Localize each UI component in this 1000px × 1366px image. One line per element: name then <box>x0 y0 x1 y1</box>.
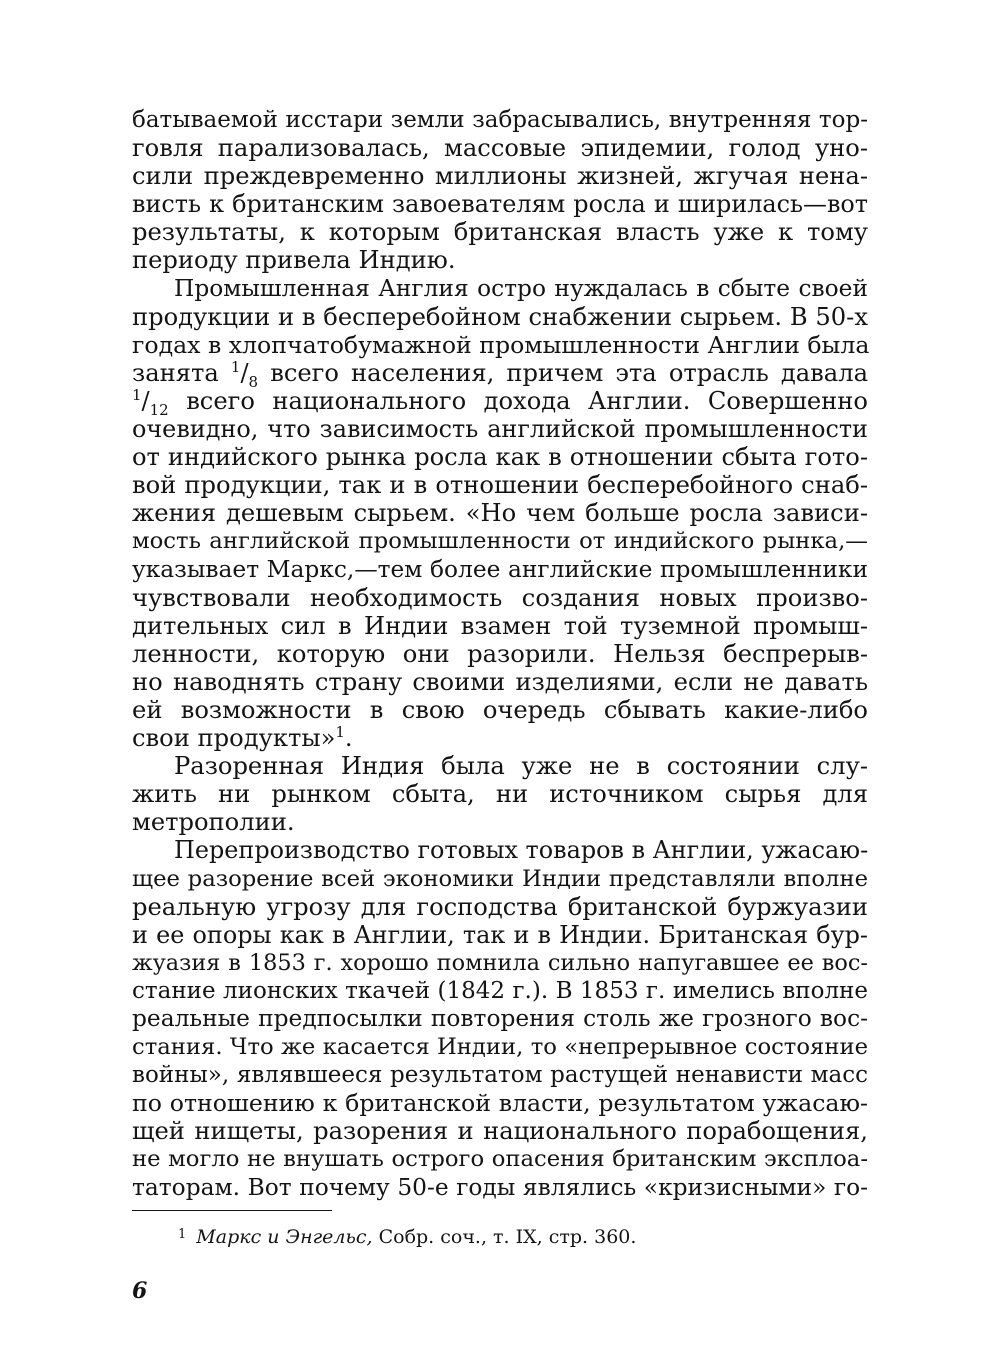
text-line: реальную угрозу для господства британской буржуазии <box>132 892 868 921</box>
text-line: мость английской промышленности от индийского рынка,— <box>132 528 868 555</box>
text-line: висть к британским завоевателям росла и ширилась—вот <box>132 190 868 219</box>
text-line: жения дешевым сырьем. «Но чем больше росла зависи- <box>132 499 868 528</box>
text-line: стание лионских ткачей (1842 г.). В 1853 г. имелись вполне <box>132 977 868 1004</box>
text-line: дительных сил в Индии взамен той туземной промыш- <box>132 611 868 640</box>
fraction-slash: / <box>141 386 150 415</box>
text-line-fraction <box>132 357 868 391</box>
text-line: очевидно, что зависимость английской промышленности <box>132 415 868 444</box>
text-line: жить ни рынком сбыта, ни источником сырья для <box>132 780 868 809</box>
text-segment: занята <box>132 358 231 387</box>
footnote <box>178 1222 636 1250</box>
text-line: продукции и в бесперебойном снабжении сырьем. В 50-х <box>132 302 868 331</box>
fraction-slash: / <box>240 358 249 387</box>
text-line: Промышленная Англия остро нуждалась в сбыте своей <box>174 274 868 302</box>
text-segment: свои продукты» <box>132 724 336 753</box>
page-number: 6 <box>132 1278 148 1304</box>
text-line: сили преждевременно миллионы жизней, жгучая нена- <box>132 162 868 191</box>
text-line: но наводнять страну своими изделиями, если не давать <box>132 667 868 696</box>
text-line: от индийского рынка росла как в отношении сбыта гото- <box>132 443 868 472</box>
text-segment: . <box>344 724 353 753</box>
fraction-numerator: 1 <box>132 385 142 404</box>
text-segment: всего национального дохода Англии. Совершенно <box>168 386 868 415</box>
footnote-authors: Маркс и Энгельс, <box>196 1226 373 1248</box>
text-line: ей возможности в свою очередь сбывать какие-либо <box>132 695 868 724</box>
text-line <box>132 724 868 752</box>
text-line: говля парализовалась, массовые эпидемии, голод уно- <box>132 134 868 163</box>
text-line: стания. Что же касается Индии, то «непрерывное состояние <box>132 1034 868 1061</box>
text-line: периоду привела Индию. <box>132 246 456 275</box>
text-line: по отношению к британской власти, результатом ужасаю- <box>132 1089 868 1118</box>
fraction-denominator: 8 <box>248 372 259 391</box>
text-line: жуазия в 1853 г. хорошо помнила сильно напугавшее ее вос- <box>132 949 868 976</box>
footnote-reference[interactable]: 1 <box>335 723 345 741</box>
text-line: батываемой исстари земли забрасывались, внутренняя тор- <box>132 107 868 133</box>
text-line: вой продукции, так и в отношении бесперебойного снаб- <box>132 471 868 500</box>
fraction-numerator: 1 <box>230 357 241 376</box>
text-line: метрополии. <box>132 808 295 837</box>
text-line: ленности, которую они разорили. Нельзя беспрерыв- <box>132 639 868 668</box>
text-line: результаты, к которым британская власть уже к тому <box>132 218 868 247</box>
text-line: чувствовали необходимость создания новых произво- <box>132 583 868 612</box>
text-segment: всего населения, причем эта отрасль давала <box>258 358 868 387</box>
text-line: реальные предпосылки повторения столь же грозного вос- <box>132 1005 868 1032</box>
text-line: Перепроизводство готовых товаров в Англии, ужасаю- <box>174 836 869 865</box>
text-line: не могло не внушать острого опасения британским эксплоа- <box>132 1146 868 1173</box>
footnote-mark: 1 <box>178 1227 187 1242</box>
text-line: и ее опоры как в Англии, так и в Индии. Британская бур- <box>132 920 868 949</box>
footnote-divider <box>132 1210 332 1211</box>
text-line: щей нищеты, разорения и национального порабощения, <box>132 1117 868 1146</box>
text-line: указывает Маркс,—тем более английские промышленники <box>132 555 868 583</box>
fraction-denominator: 12 <box>149 400 169 419</box>
text-line: таторам. Вот почему 50-е годы являлись «кризисными» го- <box>132 1173 868 1201</box>
body-text <box>132 106 868 1202</box>
text-line-fraction <box>132 385 868 419</box>
footnote-reference-text: Собр. соч., т. IX, стр. 360. <box>372 1226 637 1248</box>
text-line: войны», являвшееся результатом растущей ненависти масс <box>132 1062 868 1089</box>
text-line: годах в хлопчатобумажной промышленности Англии была <box>132 330 870 359</box>
text-line: Разоренная Индия была уже не в состоянии слу- <box>174 752 868 781</box>
text-line: щее разорение всей экономики Индии представляли вполне <box>132 865 868 892</box>
